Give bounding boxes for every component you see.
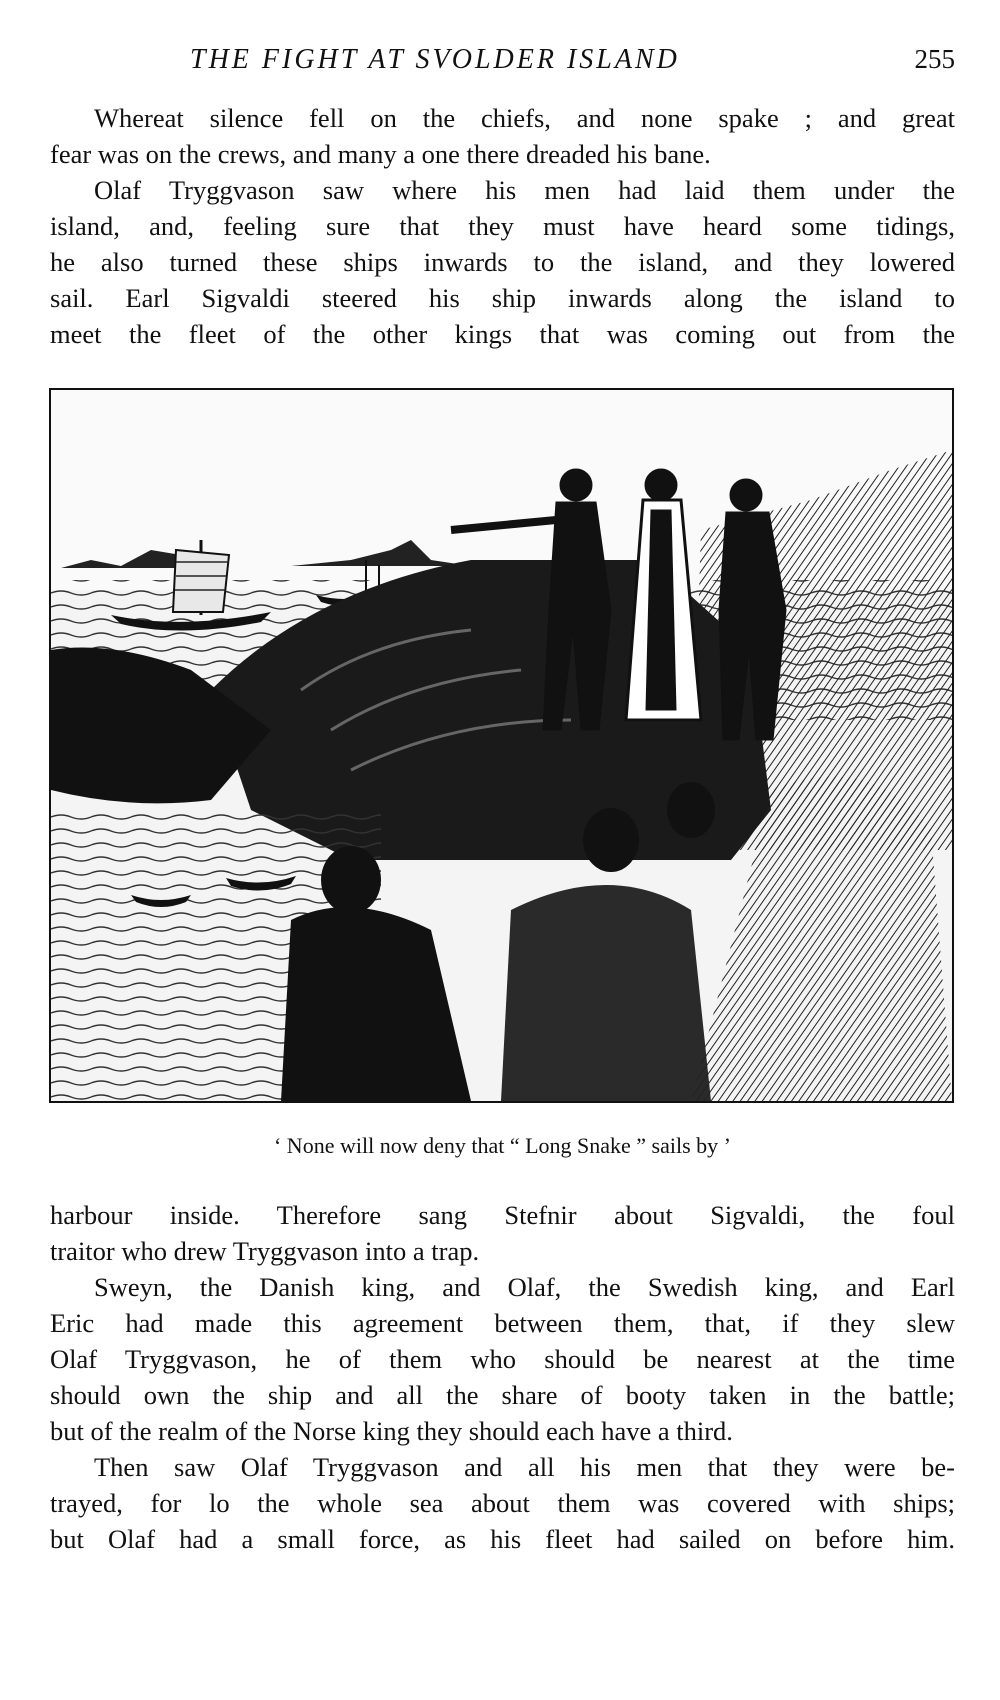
text-line: meet the fleet of the other kings that was coming out from the [50,319,955,349]
text-line: Sweyn, the Danish king, and Olaf, the Swedish king, and Earl [94,1272,955,1302]
text-line: Then saw Olaf Tryggvason and all his men that they were be- [94,1452,955,1482]
text-line: island, and, feeling sure that they must have heard some tidings, [50,211,955,241]
text-line: he also turned these ships inwards to the island, and they lowered [50,247,955,277]
paragraph-1 [50,100,955,172]
text-line: Olaf Tryggvason, he of them who should be nearest at the time [50,1344,955,1374]
text-line: fear was on the crews, and many a one there dreaded his bane. [50,139,711,169]
text-line: Olaf Tryggvason saw where his men had laid them under the [94,175,955,205]
paragraph-4 [50,1269,955,1449]
text-line: but Olaf had a small force, as his fleet had sailed on before him. [50,1524,955,1554]
paragraph-3 [50,1197,955,1269]
text-line: harbour inside. Therefore sang Stefnir about Sigvaldi, the foul [50,1200,955,1230]
text-line: trayed, for lo the whole sea about them was covered with ships; [50,1488,955,1518]
text-line: Eric had made this agreement between them, that, if they slew [50,1308,955,1338]
viking-cliff-illustration [51,390,952,1101]
paragraph-5 [50,1449,955,1557]
page-number: 255 [914,44,955,74]
text-line: traitor who drew Tryggvason into a trap. [50,1236,480,1266]
illustration [49,388,954,1103]
running-title: THE FIGHT AT SVOLDER ISLAND [190,44,680,75]
paragraph-2 [50,172,955,352]
figure-caption: ‘ None will now deny that “ Long Snake ” sails by ’ [273,1133,731,1158]
text-line: Whereat silence fell on the chiefs, and none spake ; and great [94,103,955,133]
text-line: sail. Earl Sigvaldi steered his ship inwards along the island to [50,283,955,313]
text-line: but of the realm of the Norse king they should each have a third. [50,1416,733,1446]
running-head [50,44,955,84]
text-line: should own the ship and all the share of booty taken in the battle; [50,1380,955,1410]
